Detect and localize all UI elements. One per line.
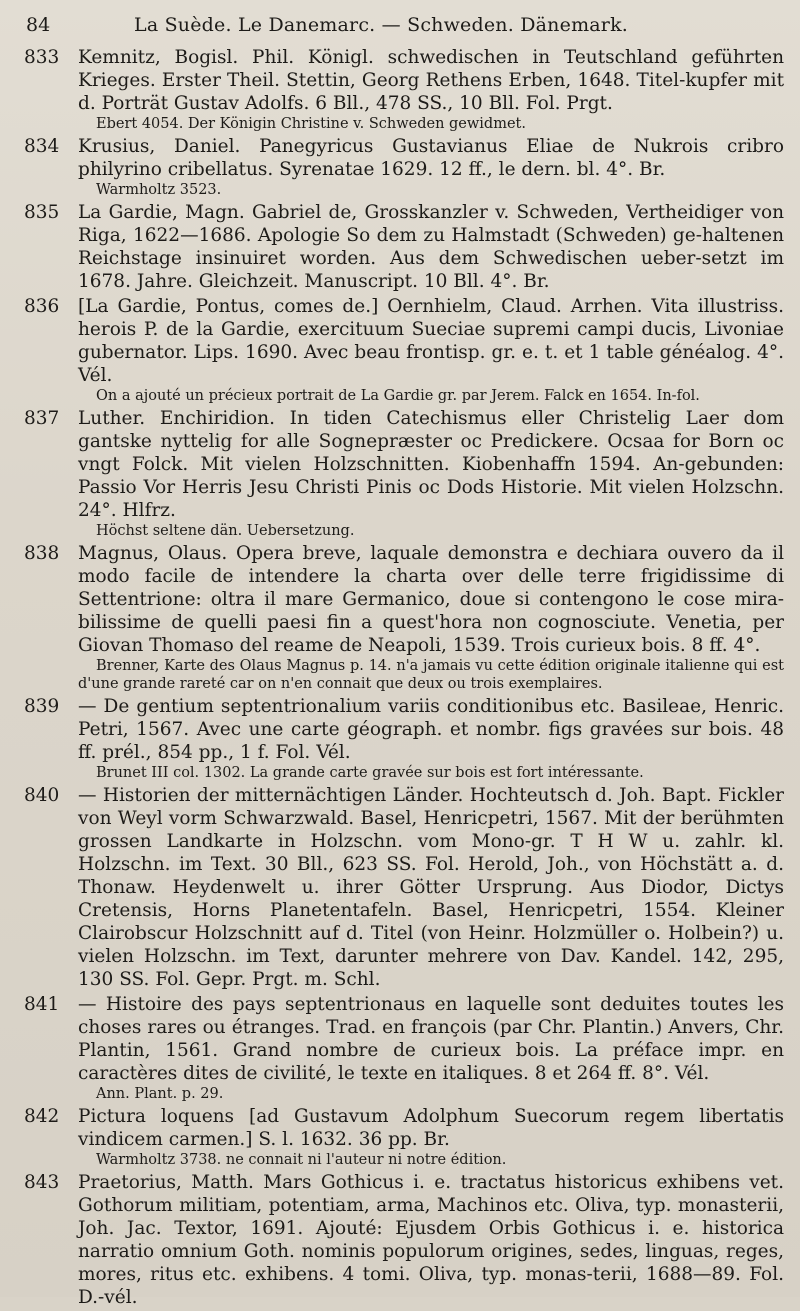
catalogue-entry — [24, 695, 784, 782]
entry-note: Warmholtz 3738. ne connait ni l'auteur ni notre édition. — [96, 1152, 507, 1168]
entry-number: 837 — [24, 408, 60, 429]
entry-text: — Histoire des pays septentrionaus en laquelle sont deduites toutes les choses rares ou étranges. Trad. en françois (par Chr. Plantin.) Anvers, Chr. Plantin, 1561. Grand nombre de curieux bois. La préface impr. en caractères dites de civilité, le texte en italiques. 8 et 264 ff. 8°. Vél. — [78, 994, 784, 1084]
entry-number: 833 — [24, 47, 60, 68]
entry-text: — De gentium septentrionalium variis conditionibus etc. Basileae, Henric. Petri, 1567. Avec une carte géograph. et nombr. figs gravées sur bois. 48 ff. prél., 854 pp., 1 f. Fol. Vél. — [78, 696, 784, 763]
catalogue-entry — [24, 295, 784, 405]
catalogue-entry — [24, 201, 784, 293]
catalogue-entry — [24, 135, 784, 199]
entry-number: 841 — [24, 994, 60, 1015]
entry-text: Praetorius, Matth. Mars Gothicus i. e. tractatus historicus exhibens vet. Gothorum militiam, potentiam, arma, Machinos etc. Oliva, typ. monasterii, Joh. Jac. Textor, 1691. Ajouté: Ejusdem Orbis Gothicus i. e. historica narratio omnium Goth. nominis populorum origines, sedes, linguas, reges, mores, ritus etc. exhibens. 4 tomi. Oliva, typ. monas-terii, 1688—89. Fol. D.-vél. — [78, 1172, 784, 1308]
entry-text: Luther. Enchiridion. In tiden Catechismus eller Christelig Laer dom gantske nyttelig for alle Sognepræster oc Predickere. Ocsaa for Born oc vngt Folck. Mit vielen Holzschnitten. Kiobenhaffn 1594. An-gebunden: Passio Vor Herris Jesu Christi Pinis oc Dods Historie. Mit vielen Holzschn. 24°. Hlfrz. — [78, 408, 784, 521]
entry-note: Höchst seltene dän. Uebersetzung. — [96, 523, 355, 539]
entry-text: Kemnitz, Bogisl. Phil. Königl. schwedischen in Teutschland geführten Krieges. Erster Theil. Stettin, Georg Rethens Erben, 1648. Titel-kupfer mit d. Porträt Gustav Adolfs. 6 Bll., 478 SS., 10 Bll. Fol. Prgt. — [78, 47, 784, 114]
page-number: 84 — [26, 14, 51, 36]
entry-text: Pictura loquens [ad Gustavum Adolphum Suecorum regem libertatis vindicem carmen.] S. l. 1632. 36 pp. Br. — [78, 1106, 784, 1150]
entry-number: 842 — [24, 1106, 60, 1127]
catalogue-entry — [24, 993, 784, 1103]
entry-note: Ebert 4054. Der Königin Christine v. Schweden gewidmet. — [96, 116, 526, 132]
entry-number: 836 — [24, 296, 60, 317]
page-header — [26, 14, 780, 42]
catalogue-entry — [24, 1171, 784, 1309]
catalogue-entry — [24, 784, 784, 991]
entry-number: 835 — [24, 202, 60, 223]
entry-text: Magnus, Olaus. Opera breve, laquale demonstra e dechiara ouvero da il modo facile de intendere la charta over delle terre frigidissime di Settentrione: oltra il mare Germanico, doue si contengono le cose mira-bilissime de quelli paesi fin a quest'hora non cognosciute. Venetia, per Giovan Thomaso del reame de Neapoli, 1539. Trois curieux bois. 8 ff. 4°. — [78, 543, 784, 656]
entry-number: 843 — [24, 1172, 60, 1193]
entry-number: 838 — [24, 543, 60, 564]
entry-note: Ann. Plant. p. 29. — [96, 1086, 224, 1102]
entry-number: 840 — [24, 785, 60, 806]
entry-number: 834 — [24, 136, 60, 157]
catalogue-entry — [24, 542, 784, 693]
entry-note: Warmholtz 3523. — [96, 182, 222, 198]
entry-text: Krusius, Daniel. Panegyricus Gustavianus Eliae de Nukrois cribro philyrino cribellatus. Syrenatae 1629. 12 ff., le dern. bl. 4°. Br. — [78, 136, 784, 180]
entry-list — [24, 46, 784, 1311]
catalogue-entry — [24, 407, 784, 540]
entry-text: [La Gardie, Pontus, comes de.] Oernhielm, Claud. Arrhen. Vita illustriss. herois P. de la Gardie, exercituum Sueciae supremi campi ducis, Livoniae gubernator. Lips. 1690. Avec beau frontisp. gr. e. t. et 1 table généalog. 4°. Vél. — [78, 296, 784, 386]
entry-note: On a ajouté un précieux portrait de La Gardie gr. par Jerem. Falck en 1654. In-fol. — [96, 388, 700, 404]
running-title: La Suède. Le Danemarc. — Schweden. Dänemark. — [134, 14, 629, 36]
entry-note: Brenner, Karte des Olaus Magnus p. 14. n'a jamais vu cette édition originale italienne qui est d'une grande rareté car on n'en connait que deux ou trois exemplaires. — [78, 658, 784, 692]
catalogue-entry — [24, 46, 784, 133]
entry-text: La Gardie, Magn. Gabriel de, Grosskanzler v. Schweden, Vertheidiger von Riga, 1622—1686. Apologie So dem zu Halmstadt (Schweden) ge-haltenen Reichstage insinuiret worden. Aus dem Schwedischen ueber-setzt im 1678. Jahre. Gleichzeit. Manuscript. 10 Bll. 4°. Br. — [78, 202, 784, 292]
entry-text: — Historien der mitternächtigen Länder. Hochteutsch d. Joh. Bapt. Fickler von Weyl vorm Schwarzwald. Basel, Henricpetri, 1567. Mit der berühmten grossen Landkarte in Holzschn. vom Mono-gr. T H W u. zahlr. kl. Holzschn. im Text. 30 Bll., 623 SS. Fol. Herold, Joh., von Höchstätt a. d. Thonaw. Heydenwelt u. ihrer Götter Ursprung. Aus Diodor, Dictys Cretensis, Horns Planetentafeln. Basel, Henricpetri, 1554. Kleiner Clairobscur Holzschnitt auf d. Titel (von Heinr. Holzmüller o. Holbein?) u. vielen Holzschn. im Text, darunter mehrere von Dav. Kandel. 142, 295, 130 SS. Fol. Gepr. Prgt. m. Schl. — [78, 785, 784, 990]
catalogue-entry — [24, 1105, 784, 1169]
entry-note: Brunet III col. 1302. La grande carte gravée sur bois est fort intéressante. — [96, 765, 644, 781]
entry-number: 839 — [24, 696, 60, 717]
